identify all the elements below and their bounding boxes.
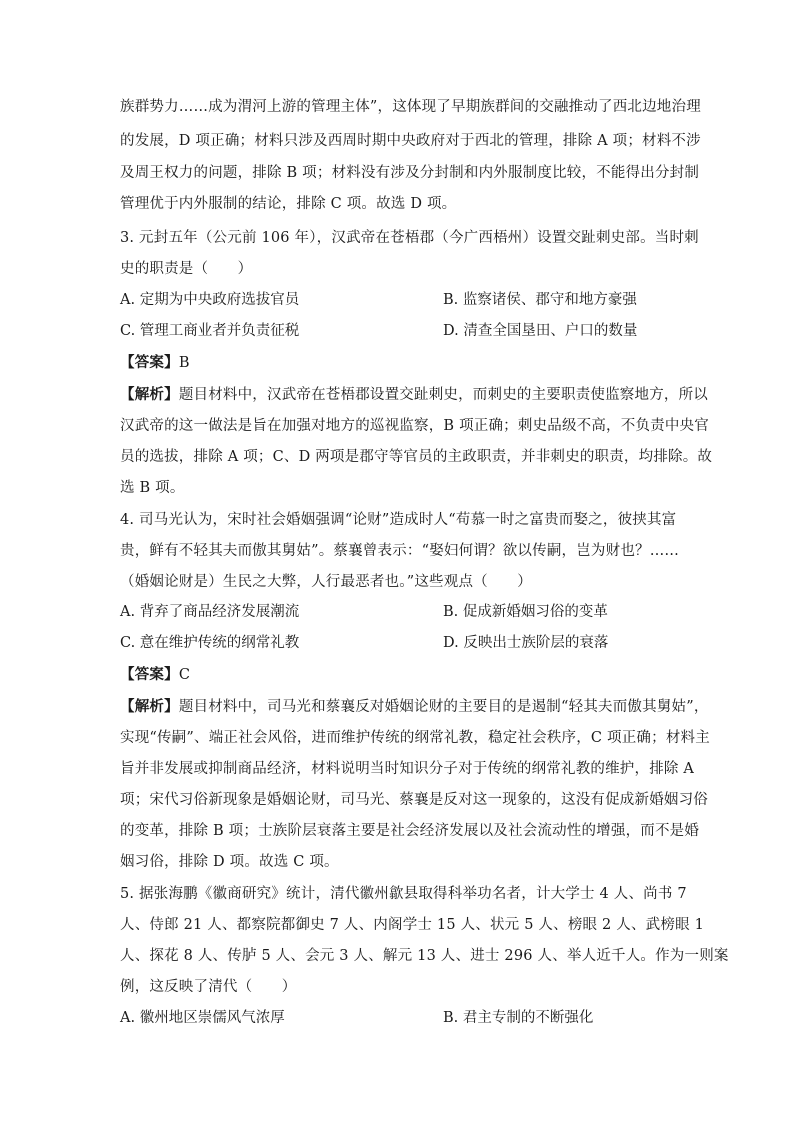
analysis-line: 选 B 项。 (120, 480, 185, 496)
option-c: C. 意在维护传统的纲常礼教 (120, 635, 300, 651)
analysis-tag: 【解析】 (120, 698, 179, 715)
answer-line (120, 665, 680, 685)
option-b: B. 君主专制的不断强化 (443, 1010, 594, 1026)
answer-line (120, 353, 680, 373)
paragraph-line: 族群势力……成为渭河上游的管理主体”，这体现了早期族群间的交融推动了西北边地治理 (120, 99, 701, 115)
option-a: A. 定期为中央政府选拔官员 (120, 292, 300, 308)
analysis-line (120, 385, 709, 405)
question-stem-line: 例，这反映了清代（ ） (120, 979, 297, 995)
analysis-text: 题目材料中，汉武帝在苍梧郡设置交趾刺史，而刺史的主要职责使监察地方，所以 (178, 387, 709, 403)
analysis-line (120, 697, 709, 717)
answer-tag: 【答案】 (120, 354, 179, 371)
option-a: A. 徽州地区崇儒风气浓厚 (120, 1010, 285, 1026)
question-stem-line: 人、侍郎 21 人、都察院都御史 7 人、内阁学士 15 人、状元 5 人、榜眼 2 人、武榜眼 1 (120, 917, 705, 933)
analysis-line: 员的选拔，排除 A 项；C、D 两项是郡守等官员的主政职责，并非刺史的职责，均排除。故 (120, 449, 713, 465)
question-stem-line: 5. 据张海鹏《徽商研究》统计，清代徽州歙县取得科举功名者，计大学士 4 人、尚书 7 (120, 886, 687, 902)
option-b: B. 监察诸侯、郡守和地方豪强 (443, 292, 637, 308)
option-b: B. 促成新婚姻习俗的变革 (443, 604, 608, 620)
question-stem-line: 史的职责是（ ） (120, 261, 253, 277)
analysis-line: 项；宋代习俗新现象是婚姻论财，司马光、蔡襄是反对这一现象的，这没有促成新婚姻习俗 (120, 792, 708, 808)
option-d: D. 清查全国垦田、户口的数量 (443, 323, 638, 339)
analysis-tag: 【解析】 (120, 386, 179, 403)
option-a: A. 背弃了商品经济发展潮流 (120, 604, 300, 620)
analysis-line: 的变革，排除 B 项；士族阶层衰落主要是社会经济发展以及社会流动性的增强，而不是婚 (120, 823, 700, 839)
analysis-line: 实现“传嗣”、端正社会风俗，进而维护传统的纲常礼教，稳定社会秩序，C 项正确；材料主 (120, 730, 710, 746)
question-stem-line: 贵，鲜有不轻其夫而傲其舅姑”。蔡襄曾表示：“娶妇何谓？欲以传嗣，岂为财也？…… (120, 543, 680, 559)
answer-value: B (178, 355, 190, 371)
analysis-line: 旨并非发展或抑制商品经济，材料说明当时知识分子对于传统的纲常礼教的维护，排除 A (120, 761, 695, 777)
paragraph-line: 的发展，D 项正确；材料只涉及西周时期中央政府对于西北的管理，排除 A 项；材料不涉 (120, 133, 701, 149)
paragraph-line: 管理优于内外服制的结论，排除 C 项。故选 D 项。 (120, 196, 457, 212)
analysis-line: 汉武帝的这一做法是旨在加强对地方的巡视监察，B 项正确；刺史品级不高，不负责中央官 (120, 418, 709, 434)
paragraph-line: 及周王权力的问题，排除 B 项；材料没有涉及分封制和内外服制度比较，不能得出分封制 (120, 165, 700, 181)
question-stem-line: 4. 司马光认为，宋时社会婚姻强调“论财”造成时人“苟慕一时之富贵而娶之，彼挟其富 (120, 512, 677, 528)
question-stem-line: 人、探花 8 人、传胪 5 人、会元 3 人、解元 13 人、进士 296 人、举人近千人。作为一则案 (120, 948, 729, 964)
question-stem-line: 3. 元封五年（公元前 106 年），汉武帝在苍梧郡（今广西梧州）设置交趾刺史部。当时刺 (120, 230, 699, 246)
option-c: C. 管理工商业者并负责征税 (120, 323, 300, 339)
question-stem-line: （婚姻论财是）生民之大弊，人行最恶者也。”这些观点（ ） (120, 574, 532, 590)
analysis-line: 姻习俗，排除 D 项。故选 C 项。 (120, 854, 339, 870)
analysis-text: 题目材料中，司马光和蔡襄反对婚姻论财的主要目的是遏制“轻其夫而傲其舅姑”， (178, 699, 709, 715)
answer-value: C (178, 667, 191, 683)
option-d: D. 反映出士族阶层的衰落 (443, 635, 609, 651)
answer-tag: 【答案】 (120, 666, 179, 683)
